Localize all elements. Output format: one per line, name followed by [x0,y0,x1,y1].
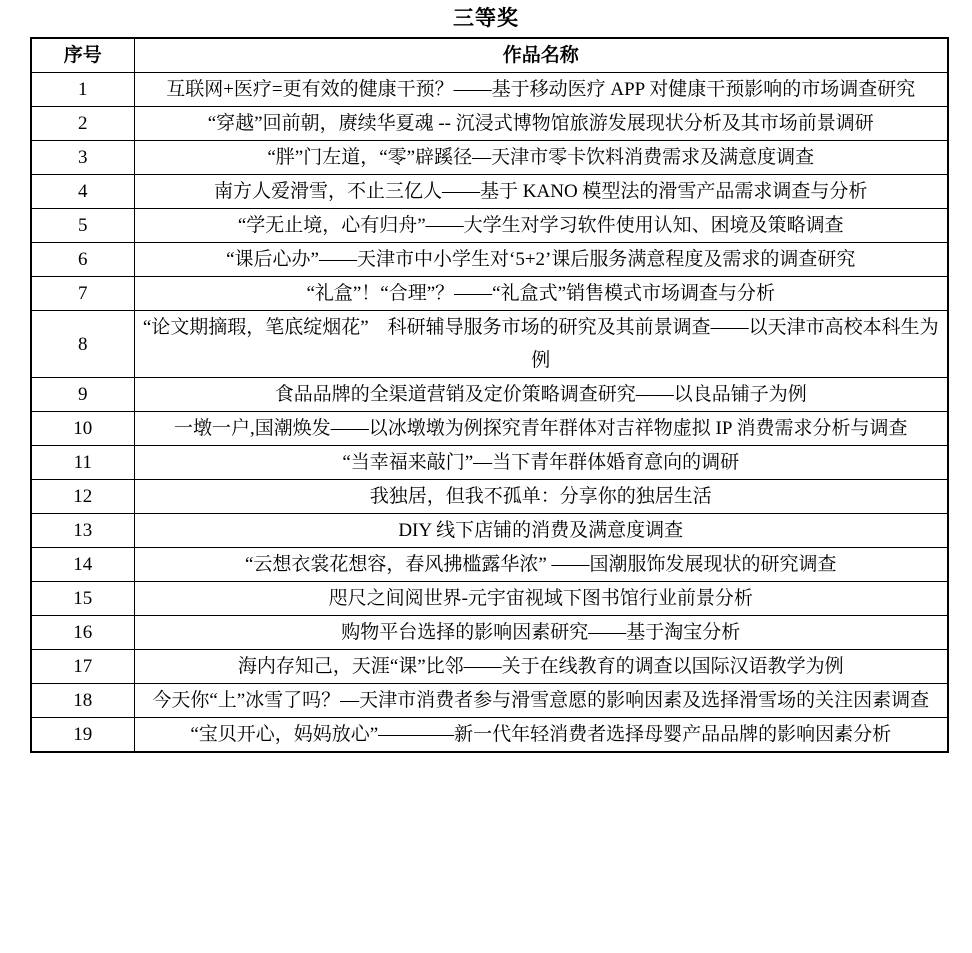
row-number: 10 [31,412,134,446]
work-title: “课后心办”——天津市中小学生对‘5+2’课后服务满意程度及需求的调查研究 [134,243,948,277]
table-row [31,243,948,277]
table-row [31,718,948,753]
row-number: 14 [31,548,134,582]
header-work-name: 作品名称 [134,38,948,73]
work-title: 食品品牌的全渠道营销及定价策略调查研究——以良品铺子为例 [134,378,948,412]
work-title: 今天你“上”冰雪了吗？—天津市消费者参与滑雪意愿的影响因素及选择滑雪场的关注因素调查 [134,684,948,718]
table-row [31,209,948,243]
table-row [31,141,948,175]
work-title: DIY 线下店铺的消费及满意度调查 [134,514,948,548]
row-number: 12 [31,480,134,514]
work-title: 南方人爱滑雪，不止三亿人——基于 KANO 模型法的滑雪产品需求调查与分析 [134,175,948,209]
table-row [31,650,948,684]
table-row [31,378,948,412]
row-number: 19 [31,718,134,753]
row-number: 9 [31,378,134,412]
table-header-row [31,38,948,73]
row-number: 8 [31,311,134,378]
table-row [31,277,948,311]
work-title: “穿越”回前朝，赓续华夏魂 -- 沉浸式博物馆旅游发展现状分析及其市场前景调研 [134,107,948,141]
work-title: 我独居，但我不孤单：分享你的独居生活 [134,480,948,514]
row-number: 17 [31,650,134,684]
table-row [31,480,948,514]
work-title: “学无止境，心有归舟”——大学生对学习软件使用认知、困境及策略调查 [134,209,948,243]
work-title: “宝贝开心，妈妈放心”————新一代年轻消费者选择母婴产品品牌的影响因素分析 [134,718,948,753]
page-title: 三等奖 [453,6,519,30]
work-title: “当幸福来敲门”—当下青年群体婚育意向的调研 [134,446,948,480]
work-title: 互联网+医疗=更有效的健康干预？——基于移动医疗 APP 对健康干预影响的市场调查研究 [134,73,948,107]
table-row [31,548,948,582]
table-row [31,684,948,718]
work-title: 咫尺之间阅世界-元宇宙视域下图书馆行业前景分析 [134,582,948,616]
work-title: “胖”门左道，“零”辟蹊径—天津市零卡饮料消费需求及满意度调查 [134,141,948,175]
row-number: 18 [31,684,134,718]
work-title: 海内存知己，天涯“课”比邻——关于在线教育的调查以国际汉语教学为例 [134,650,948,684]
header-serial-number: 序号 [31,38,134,73]
row-number: 5 [31,209,134,243]
row-number: 2 [31,107,134,141]
work-title: “云想衣裳花想容，春风拂槛露华浓” ——国潮服饰发展现状的研究调查 [134,548,948,582]
award-table [30,37,949,753]
work-title: “论文期摘瑕，笔底绽烟花” 科研辅导服务市场的研究及其前景调查——以天津市高校本科生为例 [134,311,948,378]
table-row [31,582,948,616]
row-number: 15 [31,582,134,616]
row-number: 7 [31,277,134,311]
table-row [31,73,948,107]
table-row [31,446,948,480]
table-row [31,311,948,378]
table-row [31,175,948,209]
table-row [31,616,948,650]
row-number: 1 [31,73,134,107]
work-title: 购物平台选择的影响因素研究——基于淘宝分析 [134,616,948,650]
table-row [31,412,948,446]
row-number: 4 [31,175,134,209]
table-row [31,107,948,141]
row-number: 3 [31,141,134,175]
table-row [31,514,948,548]
row-number: 16 [31,616,134,650]
row-number: 6 [31,243,134,277]
work-title: “礼盒”！“合理”？——“礼盒式”销售模式市场调查与分析 [134,277,948,311]
row-number: 13 [31,514,134,548]
work-title: 一墩一户,国潮焕发——以冰墩墩为例探究青年群体对吉祥物虚拟 IP 消费需求分析与调查 [134,412,948,446]
row-number: 11 [31,446,134,480]
